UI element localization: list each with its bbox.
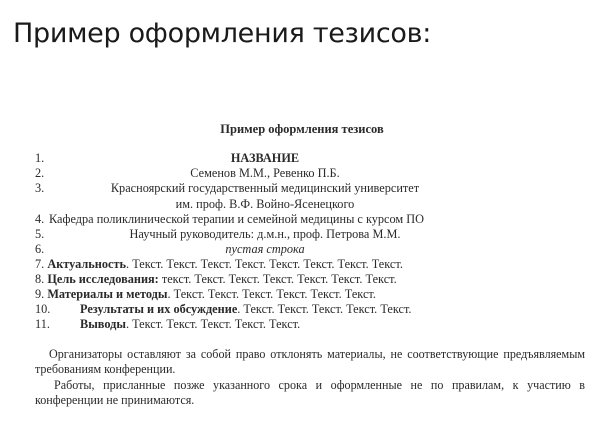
- list-item: 3. Красноярский государственный медицинский университет: [0, 180, 604, 196]
- empty-line-note: пустая строка: [225, 242, 305, 256]
- list-item: 1. НАЗВАНИЕ: [0, 150, 604, 166]
- thesis-title: НАЗВАНИЕ: [230, 151, 300, 165]
- document-title: Пример оформления тезисов: [220, 122, 384, 136]
- list-item: 10. Результаты и их обсуждение. Текст. Текст. Текст. Текст. Текст.: [35, 302, 412, 316]
- university-name: им. проф. В.Ф. Войно-Ясенецкого: [175, 197, 355, 211]
- supervisor: Научный руководитель: д.м.н., проф. Петрова М.М.: [129, 227, 401, 241]
- list-item: 2. Семенов М.М., Ревенко П.Б.: [0, 165, 604, 181]
- slide-title: Пример оформления тезисов:: [13, 18, 432, 49]
- list-item: 6. пустая строка: [0, 241, 604, 257]
- list-item: 9. Материалы и методы. Текст. Текст. Текст. Текст. Текст. Текст.: [35, 287, 376, 301]
- list-item: 5. Научный руководитель: д.м.н., проф. Петрова М.М.: [0, 226, 604, 242]
- note-paragraph: Работы, присланные позже указанного срока и оформленные не по правилам, к участию в конференции не принимаются.: [35, 378, 585, 407]
- department-num: 4.: [35, 212, 45, 226]
- university: Красноярский государственный медицинский университет: [110, 181, 420, 195]
- authors: Семенов М.М., Ревенко П.Б.: [190, 166, 340, 180]
- list-item: 11. Выводы. Текст. Текст. Текст. Текст. Текст.: [35, 317, 301, 331]
- list-item: [0, 211, 604, 227]
- department: Кафедра поликлинической терапии и семейной медицины с курсом ПО: [49, 212, 425, 226]
- list-item: 7. Актуальность. Текст. Текст. Текст. Текст. Текст. Текст. Текст. Текст.: [35, 257, 403, 271]
- list-item: 8. Цель исследования: текст. Текст. Текст. Текст. Текст. Текст. Текст.: [35, 272, 397, 286]
- list-item: [0, 196, 604, 212]
- note-paragraph: Организаторы оставляют за собой право отклонять материалы, не соответствующие предъявляемым требованиям конференции.: [35, 347, 585, 376]
